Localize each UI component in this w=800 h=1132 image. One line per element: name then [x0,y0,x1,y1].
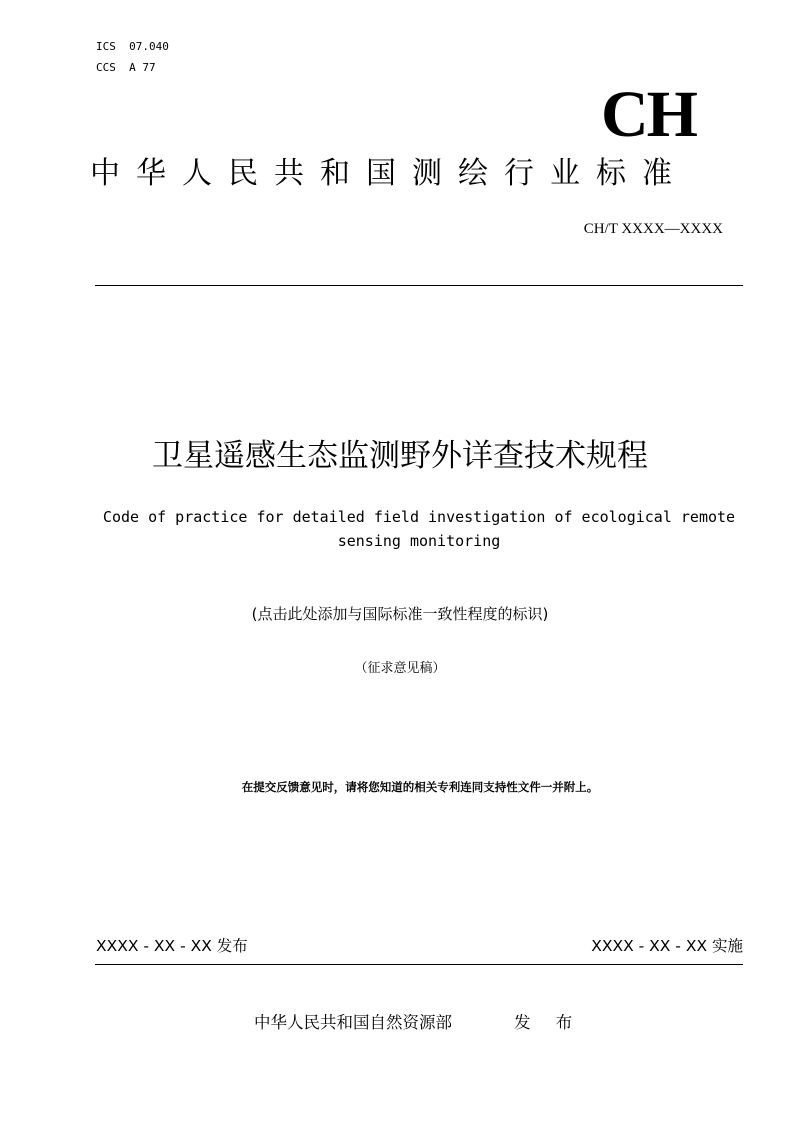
document-title-chinese: 卫星遥感生态监测野外详查技术规程 [152,438,648,474]
publish-label: 发 布 [514,1013,583,1032]
ics-number: ICS 07.040 [96,40,169,53]
document-title-english: Code of practice for detailed field investigation of ecological remote sensing monitoring [102,508,736,550]
draft-status: （征求意见稿） [354,661,446,676]
patent-notice: 在提交反馈意见时，请将您知道的相关专利连同支持性文件一并附上。 [241,780,599,794]
ccs-number: CCS A 77 [96,61,156,74]
standard-code: CH/T XXXX—XXXX [583,221,723,237]
header-divider [95,285,743,286]
implementation-date: XXXX - XX - XX 实施 [591,937,743,955]
release-date: XXXX - XX - XX 发布 [96,937,248,955]
standard-type-heading: 中华人民共和国测绘行业标准 [90,156,688,191]
publisher-name: 中华人民共和国自然资源部 [254,1013,452,1032]
consistency-placeholder[interactable]: (点击此处添加与国际标准一致性程度的标识) [251,605,549,623]
footer-divider [95,964,743,965]
ch-logo: CH [601,78,696,151]
